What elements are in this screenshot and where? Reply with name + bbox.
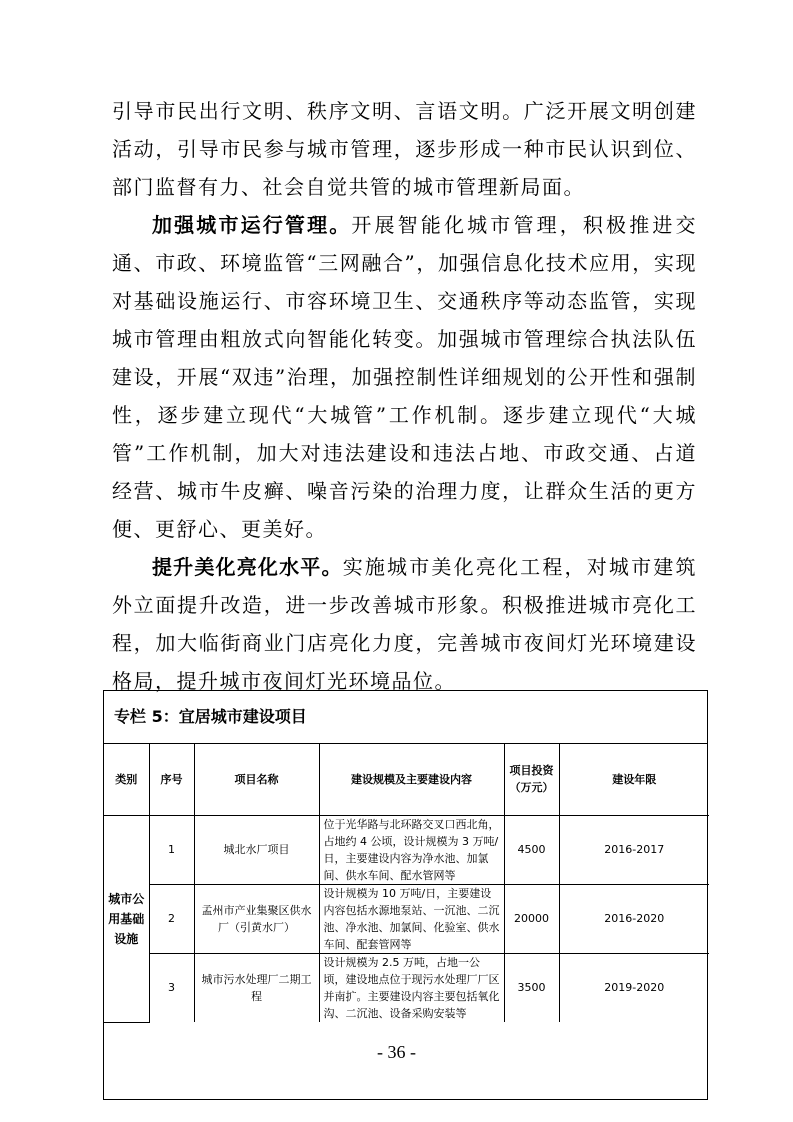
box-title: 专栏 5：宜居城市建设项目 [104,691,707,744]
content-cell: 位于光华路与北环路交叉口西北角，占地约 4 公顷，设计规模为 3 万吨/日，主要建设内容为净水池、加氯间、供水车间、配水管网等 [319,815,504,884]
page-number: - 36 - [377,1042,416,1062]
name-cell: 孟州市产业集聚区供水厂（引黄水厂） [194,884,319,953]
project-box [103,690,708,1100]
header-content: 建设规模及主要建设内容 [319,744,504,815]
paragraph-lead: 加强城市运行管理。 [152,213,352,237]
header-category: 类别 [104,744,149,815]
header-name: 项目名称 [194,744,319,815]
table-row [104,884,709,953]
project-table [104,744,709,1023]
index-cell: 2 [149,884,194,953]
header-index: 序号 [149,744,194,815]
header-investment: 项目投资（万元） [504,744,559,815]
investment-cell: 4500 [504,815,559,884]
paragraph [112,92,697,206]
body-text [112,92,697,700]
table-header-row [104,744,709,815]
paragraph-lead: 提升美化亮化水平。 [152,555,343,579]
period-cell: 2019-2020 [559,953,709,1022]
content-cell: 设计规模为 2.5 万吨，占地一公顷，建设地点位于现污水处理厂厂区并南扩。主要建设内容主要包括氧化沟、二沉池、设备采购安装等 [319,953,504,1022]
index-cell: 1 [149,815,194,884]
paragraph-text: 开展智能化城市管理，积极推进交通、市政、环境监管“三网融合”，加强信息化技术应用，实现对基础设施运行、市容环境卫生、交通秩序等动态监管，实现城市管理由粗放式向智能化转变。加强城市管理综合执法队伍建设，开展“双违”治理，加强控制性详细规划的公开性和强制性，逐步建立现代“大城管”工作机制。逐步建立现代“大城管”工作机制，加大对违法建设和违法占地、市政交通、占道经营、城市牛皮癣、噪音污染的治理力度，让群众生活的更方便、更舒心、更美好。 [112,213,698,541]
investment-cell: 20000 [504,884,559,953]
period-cell: 2016-2020 [559,884,709,953]
period-cell: 2016-2017 [559,815,709,884]
table-row [104,953,709,1022]
category-cell: 城市公用基础设施 [104,815,149,1022]
name-cell: 城市污水处理厂二期工程 [194,953,319,1022]
name-cell: 城北水厂项目 [194,815,319,884]
paragraph-text: 引导市民出行文明、秩序文明、言语文明。广泛开展文明创建活动，引导市民参与城市管理，逐步形成一种市民认识到位、部门监督有力、社会自觉共管的城市管理新局面。 [112,99,697,199]
content-cell: 设计规模为 10 万吨/日，主要建设内容包括水源地泵站、一沉池、二沉池、净水池、加氯间、化验室、供水车间、配套管网等 [319,884,504,953]
paragraph-text: 实施城市美化亮化工程，对城市建筑外立面提升改造，进一步改善城市形象。积极推进城市亮化工程，加大临街商业门店亮化力度，完善城市夜间灯光环境建设格局，提升城市夜间灯光环境品位。 [112,555,697,693]
investment-cell: 3500 [504,953,559,1022]
table-row [104,815,709,884]
header-period: 建设年限 [559,744,709,815]
paragraph [112,206,697,548]
index-cell: 3 [149,953,194,1022]
paragraph [112,548,697,700]
